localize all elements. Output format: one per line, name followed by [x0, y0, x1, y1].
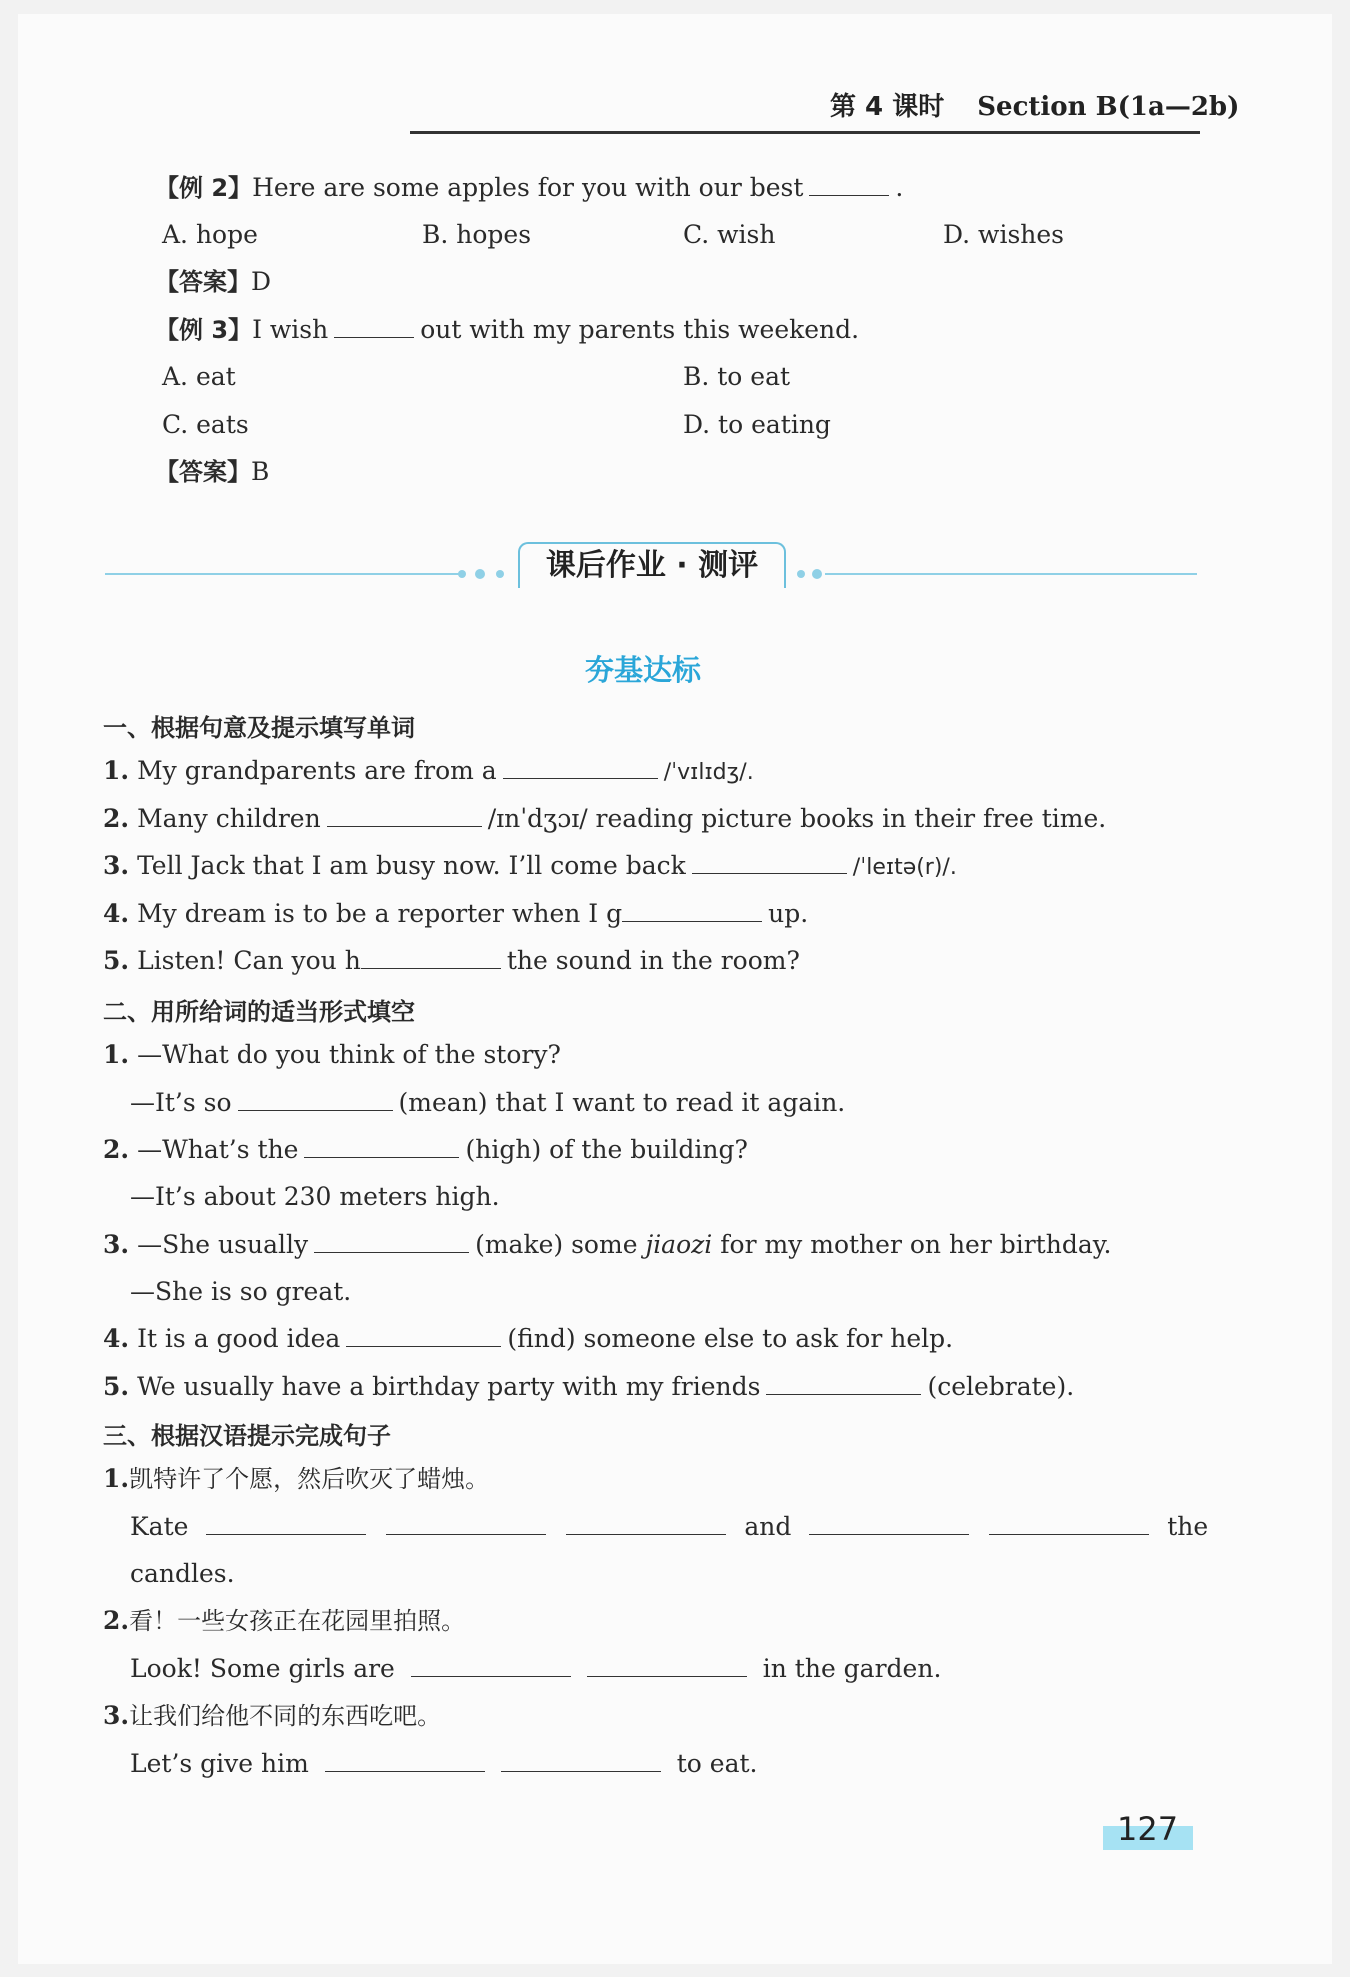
- item-text: to eat.: [676, 1749, 758, 1778]
- item-text: Many children: [137, 804, 321, 833]
- question-text: .: [895, 173, 904, 202]
- option-c: C. wish: [683, 220, 776, 249]
- part3-item-1-answer: [130, 1510, 1208, 1544]
- item-number: 2.: [103, 1606, 130, 1635]
- option-b: B. to eat: [683, 362, 791, 391]
- example-3-answer: [155, 455, 269, 489]
- banner-dot: [797, 570, 805, 578]
- answer-blank[interactable]: [314, 1230, 469, 1253]
- answer-blank[interactable]: [206, 1512, 366, 1535]
- homework-banner: [518, 542, 786, 588]
- part1-item-3: [103, 849, 957, 885]
- item-text: for my mother on her birthday.: [720, 1230, 1112, 1259]
- question-text: Here are some apples for you with our best: [252, 173, 804, 202]
- item-text: It is a good idea: [137, 1324, 341, 1353]
- part3-title: 三、根据汉语提示完成句子: [103, 1422, 391, 1450]
- part2-item-3: [103, 1228, 1112, 1262]
- part3-item-2-answer: [130, 1652, 941, 1686]
- banner-dot: [475, 569, 485, 579]
- chinese-prompt: 看！一些女孩正在花园里拍照。: [129, 1607, 466, 1635]
- banner-line-right: [825, 573, 1197, 575]
- answer-blank[interactable]: [692, 851, 847, 874]
- part3-item-1-prompt: [103, 1462, 489, 1496]
- question-text: I wish: [252, 315, 329, 344]
- part2-item-4: [103, 1322, 953, 1356]
- item-text: —She usually: [137, 1230, 309, 1259]
- item-text: (celebrate).: [927, 1372, 1075, 1401]
- item-text: My grandparents are from a: [137, 756, 497, 785]
- page-header: [830, 86, 1239, 123]
- item-text: up.: [768, 899, 809, 928]
- header-rule: [410, 131, 1200, 134]
- answer-value: B: [251, 457, 270, 486]
- answer-blank[interactable]: [327, 804, 482, 827]
- answer-blank[interactable]: [325, 1749, 485, 1772]
- item-text: and: [744, 1512, 792, 1541]
- answer-blank[interactable]: [809, 173, 889, 196]
- part1-item-5: [103, 944, 800, 978]
- example-3-question: [155, 313, 859, 347]
- item-number: 1.: [103, 1464, 130, 1493]
- option-a: A. hope: [162, 220, 258, 249]
- item-text: in the garden.: [762, 1654, 942, 1683]
- answer-blank[interactable]: [587, 1654, 747, 1677]
- item-text: (find) someone else to ask for help.: [507, 1324, 954, 1353]
- part1-item-4: [103, 897, 808, 931]
- part1-item-1: [103, 754, 754, 790]
- item-text: the sound in the room?: [506, 946, 800, 975]
- answer-blank[interactable]: [566, 1512, 726, 1535]
- item-number: 4.: [103, 899, 130, 928]
- example-tag: 【例 2】: [155, 174, 253, 202]
- phonetic-hint: /ɪnˈdʒɔɪ/ reading picture books in their free time.: [487, 804, 1107, 833]
- question-text: out with my parents this weekend.: [420, 315, 860, 344]
- answer-blank[interactable]: [766, 1372, 921, 1395]
- item-number: 3.: [103, 1230, 130, 1259]
- part2-item-1-reply: [130, 1086, 845, 1120]
- part3-item-3-answer: [130, 1747, 758, 1781]
- banner-line-left: [105, 573, 465, 575]
- option-b: B. hopes: [422, 220, 532, 249]
- answer-tag: 【答案】: [155, 268, 251, 296]
- example-tag: 【例 3】: [155, 316, 253, 344]
- option-d: D. to eating: [683, 410, 831, 439]
- part3-item-2-prompt: [103, 1604, 465, 1638]
- item-number: 3.: [103, 1701, 130, 1730]
- item-text: Listen! Can you h: [137, 946, 361, 975]
- item-number: 1.: [103, 1040, 130, 1069]
- section-label: Section B(1a—2b): [977, 92, 1240, 122]
- item-number: 2.: [103, 1135, 130, 1164]
- part1-item-2: [103, 802, 1106, 836]
- item-text: (mean) that I want to read it again.: [398, 1088, 846, 1117]
- answer-blank[interactable]: [346, 1324, 501, 1347]
- item-number: 4.: [103, 1324, 130, 1353]
- part2-item-5: [103, 1370, 1074, 1404]
- page-number: 127: [1117, 1810, 1179, 1848]
- phonetic-hint: /ˈleɪtə(r)/.: [852, 855, 957, 880]
- option-a: A. eat: [162, 362, 236, 391]
- item-number: 5.: [103, 1372, 130, 1401]
- answer-blank[interactable]: [361, 946, 501, 969]
- item-text: —What’s the: [137, 1135, 299, 1164]
- item-text: Tell Jack that I am busy now. I’ll come back: [137, 851, 686, 880]
- part2-item-1: [103, 1038, 561, 1072]
- banner-dot: [496, 570, 504, 578]
- item-text: —What do you think of the story?: [137, 1040, 561, 1069]
- phonetic-hint: /ˈvɪlɪdʒ/.: [663, 760, 754, 785]
- answer-blank[interactable]: [386, 1512, 546, 1535]
- banner-dot: [812, 569, 822, 579]
- answer-blank[interactable]: [304, 1135, 459, 1158]
- answer-blank[interactable]: [622, 899, 762, 922]
- part2-item-2-reply: —It’s about 230 meters high.: [130, 1182, 500, 1211]
- answer-blank[interactable]: [238, 1088, 393, 1111]
- italic-word: jiaozi: [645, 1230, 713, 1259]
- answer-blank[interactable]: [334, 315, 414, 338]
- example-2-question: [155, 171, 903, 205]
- section-subtitle: 夯基达标: [585, 653, 702, 687]
- answer-blank[interactable]: [501, 1749, 661, 1772]
- option-d: D. wishes: [943, 220, 1064, 249]
- answer-blank[interactable]: [989, 1512, 1149, 1535]
- answer-blank[interactable]: [809, 1512, 969, 1535]
- answer-value: D: [251, 267, 272, 296]
- answer-tag: 【答案】: [155, 458, 251, 486]
- part3-item-3-prompt: [103, 1699, 441, 1733]
- banner-title: 课后作业 · 测评: [545, 548, 759, 583]
- item-text: (high) of the building?: [465, 1135, 748, 1164]
- item-text: Look! Some girls are: [130, 1654, 395, 1683]
- answer-blank[interactable]: [503, 756, 658, 779]
- part2-item-3-reply: —She is so great.: [130, 1277, 352, 1306]
- option-c: C. eats: [162, 410, 249, 439]
- item-text: —It’s so: [130, 1088, 232, 1117]
- item-number: 2.: [103, 804, 130, 833]
- item-text: (make) some: [475, 1230, 638, 1259]
- part1-title: 一、根据句意及提示填写单词: [103, 714, 415, 742]
- item-number: 3.: [103, 851, 130, 880]
- item-number: 1.: [103, 756, 130, 785]
- answer-blank[interactable]: [411, 1654, 571, 1677]
- item-number: 5.: [103, 946, 130, 975]
- item-text: My dream is to be a reporter when I g: [137, 899, 623, 928]
- part2-title: 二、用所给词的适当形式填空: [103, 998, 415, 1026]
- chinese-prompt: 凯特许了个愿，然后吹灭了蜡烛。: [129, 1465, 490, 1493]
- item-text: Kate: [130, 1512, 189, 1541]
- item-text: the: [1167, 1512, 1209, 1541]
- item-text: We usually have a birthday party with my friends: [137, 1372, 761, 1401]
- banner-dot: [458, 570, 466, 578]
- chinese-prompt: 让我们给他不同的东西吃吧。: [129, 1702, 442, 1730]
- part3-item-1-cont: candles.: [130, 1559, 235, 1588]
- part2-item-2: [103, 1133, 748, 1167]
- item-text: Let’s give him: [130, 1749, 309, 1778]
- example-2-answer: [155, 265, 271, 299]
- lesson-label: 第 4 课时: [830, 92, 945, 122]
